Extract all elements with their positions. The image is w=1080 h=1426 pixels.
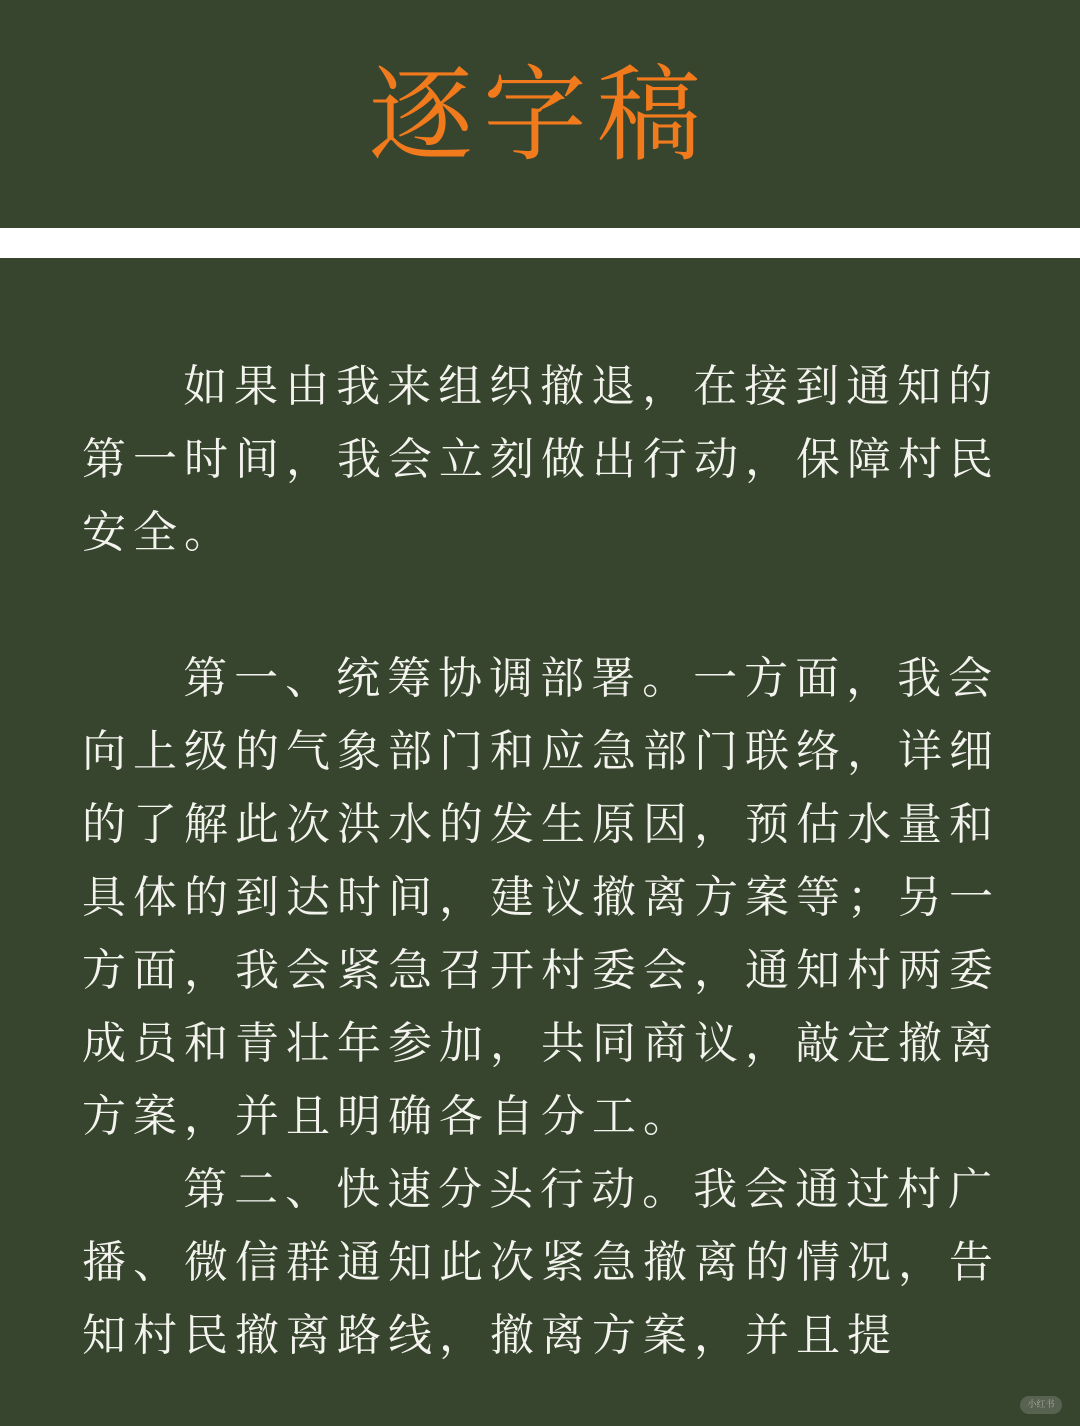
header bbox=[0, 0, 1080, 228]
header-divider bbox=[0, 228, 1080, 258]
paragraph-first-point: 第一、统筹协调部署。一方面，我会向上级的气象部门和应急部门联络，详细的了解此次洪水的发生原因，预估水量和具体的到达时间，建议撤离方案等；另一方面，我会紧急召开村委会，通知村两委成员和青壮年参加，共同商议，敲定撤离方案，并且明确各自分工。 bbox=[82, 653, 1000, 1142]
document-body bbox=[82, 350, 1002, 1372]
paragraph-second-point: 第二、快速分头行动。我会通过村广播、微信群通知此次紧急撤离的情况，告知村民撤离路线，撤离方案，并且提 bbox=[82, 1164, 1000, 1361]
page-title: 逐字稿 bbox=[368, 54, 711, 176]
watermark-badge: 小红书 bbox=[1020, 1396, 1062, 1414]
paragraph-intro: 如果由我来组织撤退，在接到通知的第一时间，我会立刻做出行动，保障村民安全。 bbox=[82, 361, 1000, 558]
